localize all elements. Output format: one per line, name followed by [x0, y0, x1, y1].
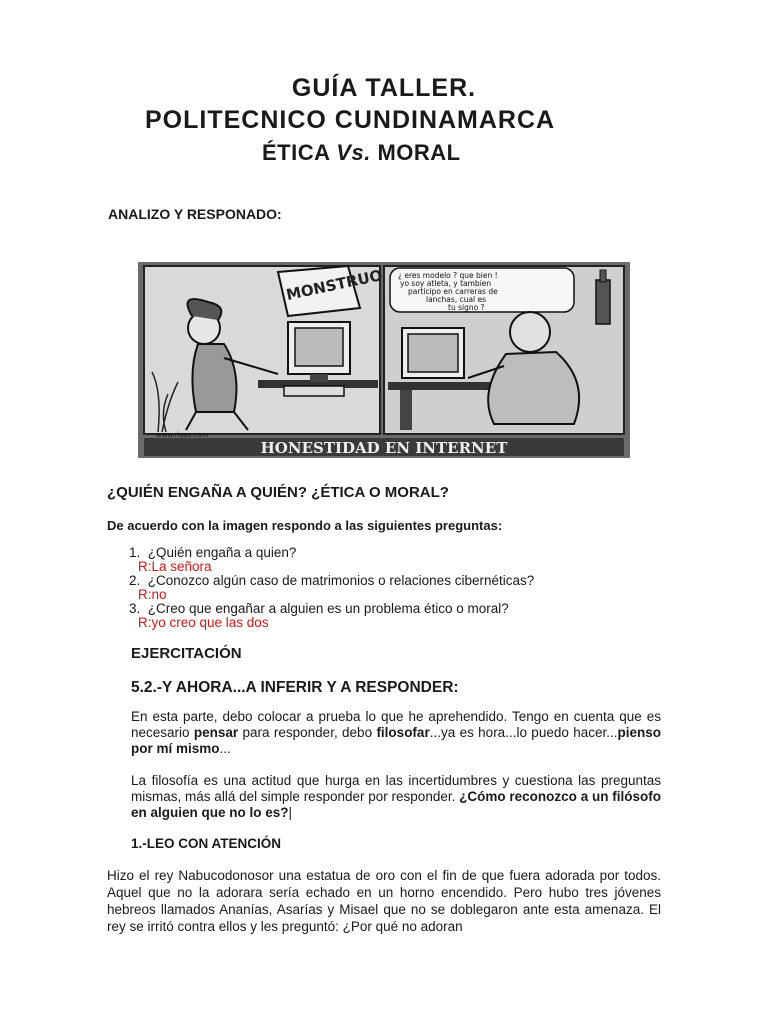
questions-heading: ¿QUIÉN ENGAÑA A QUIÉN? ¿ÉTICA O MORAL?	[107, 484, 449, 501]
question-3	[129, 602, 534, 616]
para1-bold-pensar: pensar	[193, 725, 239, 740]
title-topic-vs: Vs.	[336, 140, 371, 165]
title-topic-etica: ÉTICA	[262, 140, 337, 165]
para1-bold-filosofar: filosofar	[376, 725, 430, 740]
para1-text-4: ...	[219, 741, 231, 756]
question-list	[129, 546, 534, 630]
para1-text-1: En esta parte, debo colocar a prueba lo que he aprehendido. Tengo en cuenta que es necesario	[131, 709, 661, 740]
section-leo: 1.-LEO CON ATENCIÓN	[131, 836, 282, 851]
question-text: ¿Quién engaña a quien?	[147, 545, 297, 560]
answer-2: R:no	[138, 587, 167, 602]
cartoon-image	[138, 262, 630, 458]
question-number: 1.	[129, 545, 141, 560]
paragraph-aprehendido	[131, 709, 661, 757]
para1-text-2: para responder, debo	[238, 725, 377, 740]
text-cursor: |	[288, 805, 293, 820]
cartoon-url: www.risas.com	[156, 431, 209, 439]
title-institution: POLITECNICO CUNDINAMARCA	[145, 106, 556, 134]
answer-3: R:yo creo que las dos	[138, 615, 269, 630]
cartoon-caption: HONESTIDAD EN INTERNET	[260, 439, 508, 457]
poster-text: MONSTRUO	[284, 266, 384, 305]
question-number: 2.	[129, 573, 141, 588]
para2-bold-question: ¿Cómo reconozco a un filósofo en alguien que no lo es?	[131, 789, 661, 820]
cartoon-illustration	[138, 262, 630, 458]
paragraph-filosofia	[131, 773, 661, 821]
paragraph-story: Hizo el rey Nabucodonosor una estatua de oro con el fin de que fuera adorada por todos. Aquel que no la adorara sería echado en un horno encendido. Pero hubo tres jóvenes hebreos llamados Ananías, Asarías y Misael que no se doblegaron ante esta amenaza. El rey se irritó contra ellos y les preguntó: ¿Por qué no adoran	[107, 868, 661, 934]
title-topic-moral: MORAL	[370, 140, 461, 165]
question-2	[129, 574, 534, 588]
title-guia-taller: GUÍA TALLER.	[291, 74, 477, 102]
para2-text-1: La filosofía es una actitud que hurga en las incertidumbres y cuestiona las preguntas mismas, más allá del simple responder por responder.	[131, 773, 661, 804]
section-analizo: ANALIZO Y RESPONADO:	[108, 206, 282, 222]
title-topic	[262, 140, 461, 166]
answer-1: R:La señora	[138, 559, 212, 574]
section-ejercitacion: EJERCITACIÓN	[131, 645, 242, 662]
question-number: 3.	[129, 601, 141, 616]
question-text: ¿Creo que engañar a alguien es un problema ético o moral?	[147, 601, 509, 616]
svg-text:¿ eres modelo ? que bien !: ¿ eres modelo ? que bien ! yo soy atleta, y tambien participo en carreras de lanchas, cual es tu signo ?	[398, 271, 498, 312]
section-inferir: 5.2.-Y AHORA...A INFERIR Y A RESPONDER:	[131, 679, 459, 696]
question-text: ¿Conozco algún caso de matrimonios o relaciones cibernéticas?	[147, 573, 535, 588]
question-1	[129, 546, 534, 560]
para1-text-3: ...ya es hora...lo puedo hacer...	[429, 725, 618, 740]
questions-intro: De acuerdo con la imagen respondo a las siguientes preguntas:	[107, 518, 503, 533]
speech-bubble	[390, 268, 574, 312]
para1-bold-pienso: pienso por mí mismo	[131, 725, 661, 756]
